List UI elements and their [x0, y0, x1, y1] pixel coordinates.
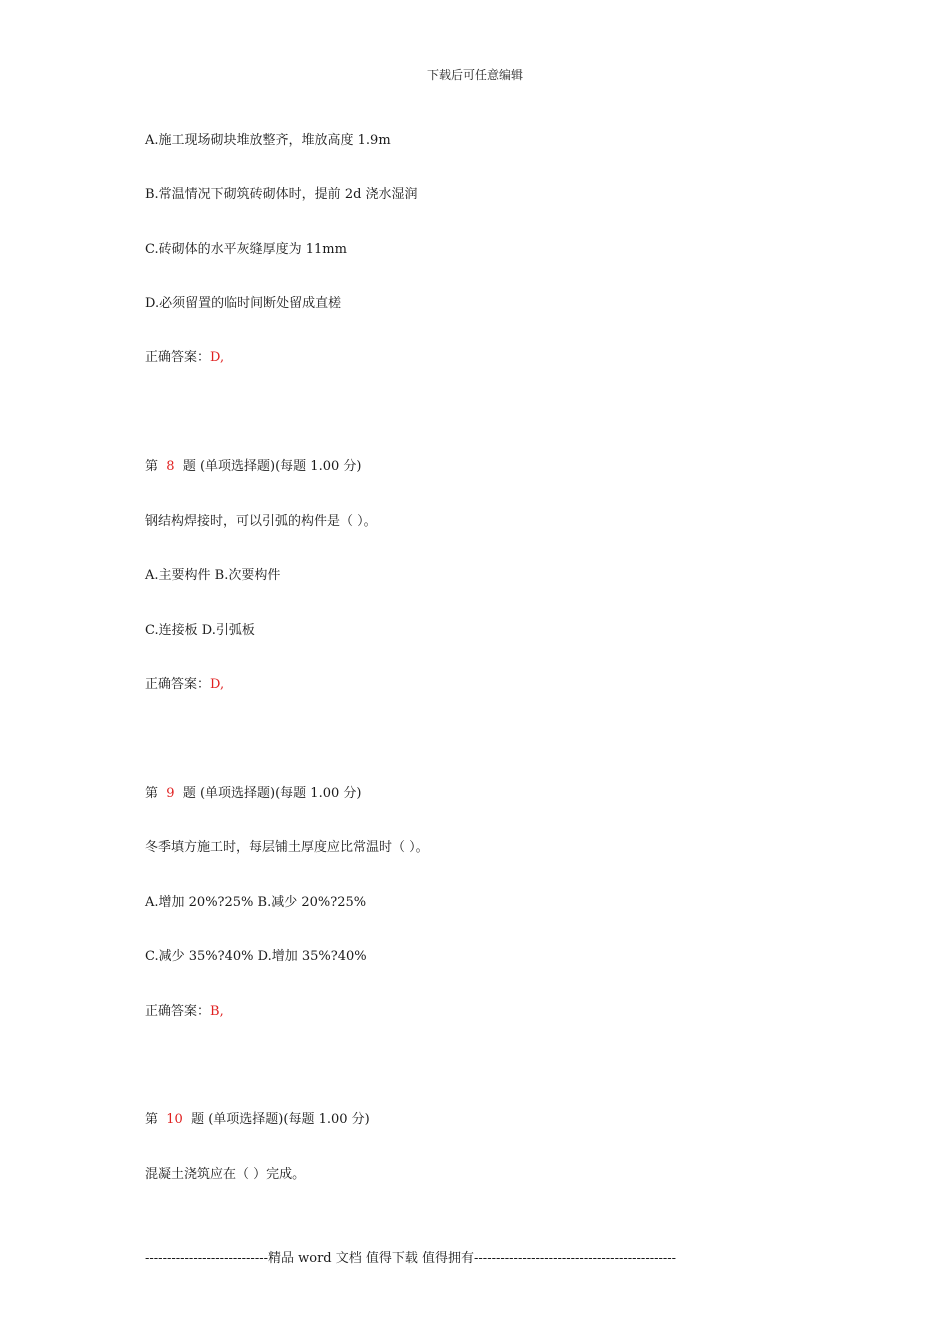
q7-option-c: C.砖砌体的水平灰缝厚度为 11mm [145, 242, 347, 257]
answer-label: 正确答案： [145, 350, 211, 365]
question-prefix: 第 [145, 786, 159, 801]
q9-title [145, 782, 361, 801]
answer-value: B, [210, 1004, 224, 1019]
answer-label: 正确答案： [145, 677, 211, 692]
question-prefix: 第 [145, 1112, 159, 1127]
q9-answer [145, 1000, 224, 1019]
q8-options-line2: C.连接板 D.引弧板 [145, 623, 255, 638]
page-header: 下载后可任意编辑 [426, 68, 523, 82]
q7-option-d: D.必须留置的临时间断处留成直槎 [145, 296, 342, 311]
q10-title [145, 1108, 370, 1127]
q9-question: 冬季填方施工时，每层铺土厚度应比常温时（ ）。 [145, 840, 429, 855]
page-footer: ----------------------------精品 word 文档 值得下载 值得拥有---------------------------------------------- [145, 1251, 677, 1266]
answer-value: D, [210, 350, 225, 365]
question-type: 题 (单项选择题)(每题 1.00 分) [182, 786, 362, 801]
q7-option-a: A.施工现场砌块堆放整齐，堆放高度 1.9m [145, 133, 391, 148]
q7-answer [145, 346, 224, 365]
question-type: 题 (单项选择题)(每题 1.00 分) [191, 1112, 370, 1127]
q8-answer [145, 673, 224, 692]
q8-question: 钢结构焊接时，可以引弧的构件是（ ）。 [145, 514, 377, 529]
q10-question: 混凝土浇筑应在（ ）完成。 [145, 1167, 306, 1182]
q8-options-line1: A.主要构件 B.次要构件 [145, 568, 281, 583]
question-number: 8 [166, 459, 175, 474]
q9-options-line1: A.增加 20%?25% B.减少 20%?25% [145, 895, 367, 910]
q9-options-line2: C.减少 35%?40% D.增加 35%?40% [145, 949, 367, 964]
question-number: 10 [166, 1112, 183, 1127]
q8-title [145, 455, 361, 474]
question-prefix: 第 [145, 459, 159, 474]
question-type: 题 (单项选择题)(每题 1.00 分) [182, 459, 362, 474]
answer-value: D, [210, 677, 225, 692]
q7-option-b: B.常温情况下砌筑砖砌体时，提前 2d 浇水湿润 [145, 187, 418, 202]
answer-label: 正确答案： [145, 1004, 211, 1019]
question-number: 9 [166, 786, 175, 801]
